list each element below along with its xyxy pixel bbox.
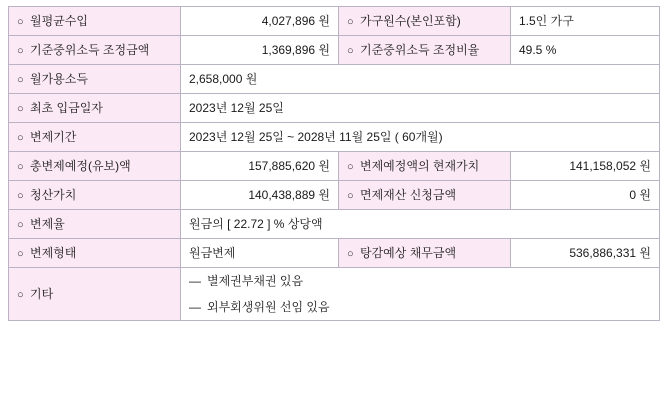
table-body	[9, 7, 660, 321]
circle-bullet-icon: ○	[347, 15, 354, 28]
label-text: 변제율	[30, 216, 65, 231]
circle-bullet-icon: ○	[17, 189, 24, 202]
row-label-median-income-adjusted-ratio	[339, 36, 511, 65]
label-text: 변제기간	[30, 129, 77, 144]
row-value-repayment-period: 2023년 12월 25일 ~ 2028년 11월 25일 ( 60개월)	[181, 123, 660, 152]
row-label-household-size	[339, 7, 511, 36]
row-label-liquidation-value	[9, 181, 181, 210]
circle-bullet-icon: ○	[17, 131, 24, 144]
row-value-first-payment-date: 2023년 12월 25일	[181, 94, 660, 123]
dash-icon: —	[189, 274, 201, 288]
circle-bullet-icon: ○	[17, 247, 24, 260]
circle-bullet-icon: ○	[17, 102, 24, 115]
row-label-monthly-disposable-income	[9, 65, 181, 94]
circle-bullet-icon: ○	[347, 189, 354, 202]
row-label-misc	[9, 268, 181, 321]
circle-bullet-icon: ○	[17, 15, 24, 28]
label-text: 탕감예상 채무금액	[360, 245, 457, 260]
table-row	[9, 94, 660, 123]
row-value-present-value-of-repayment: 141,158,052 원	[511, 152, 660, 181]
circle-bullet-icon: ○	[17, 44, 24, 57]
row-value-household-size: 1.5인 가구	[511, 7, 660, 36]
table-row	[9, 152, 660, 181]
row-value-total-planned-repayment: 157,885,620 원	[181, 152, 339, 181]
misc-list-item	[189, 268, 651, 294]
label-text: 최초 입금일자	[30, 100, 103, 115]
table-row	[9, 181, 660, 210]
misc-list-item	[189, 294, 651, 320]
row-value-repayment-rate: 원금의 [ 22.72 ] % 상당액	[181, 210, 660, 239]
row-label-present-value-of-repayment	[339, 152, 511, 181]
table-row	[9, 36, 660, 65]
row-value-median-income-adjusted-ratio: 49.5 %	[511, 36, 660, 65]
table-row	[9, 123, 660, 152]
row-label-median-income-adjusted-amount	[9, 36, 181, 65]
circle-bullet-icon: ○	[347, 44, 354, 57]
circle-bullet-icon: ○	[347, 247, 354, 260]
label-text: 변제예정액의 현재가치	[360, 158, 480, 173]
row-value-repayment-type: 원금변제	[181, 239, 339, 268]
dash-icon: —	[189, 300, 201, 315]
row-value-exempt-property-claim: 0 원	[511, 181, 660, 210]
circle-bullet-icon: ○	[17, 160, 24, 173]
label-text: 월가용소득	[30, 71, 88, 86]
table-row	[9, 210, 660, 239]
row-value-monthly-disposable-income: 2,658,000 원	[181, 65, 660, 94]
row-label-monthly-income	[9, 7, 181, 36]
row-label-repayment-period	[9, 123, 181, 152]
row-value-expected-debt-forgiveness: 536,886,331 원	[511, 239, 660, 268]
row-value-median-income-adjusted-amount: 1,369,896 원	[181, 36, 339, 65]
row-value-monthly-income: 4,027,896 원	[181, 7, 339, 36]
label-text: 총변제예정(유보)액	[30, 158, 131, 173]
label-text: 월평균수입	[30, 13, 88, 28]
row-label-first-payment-date	[9, 94, 181, 123]
label-text: 면제재산 신청금액	[360, 187, 457, 202]
table-row	[9, 239, 660, 268]
misc-item-text: 별제권부채권 있음	[207, 274, 304, 288]
table-row	[9, 65, 660, 94]
row-label-repayment-rate	[9, 210, 181, 239]
circle-bullet-icon: ○	[17, 218, 24, 231]
table-row	[9, 7, 660, 36]
label-text: 변제형태	[30, 245, 77, 260]
repayment-summary-table	[8, 6, 660, 321]
row-label-repayment-type	[9, 239, 181, 268]
row-value-liquidation-value: 140,438,889 원	[181, 181, 339, 210]
label-text: 기타	[30, 286, 54, 301]
label-text: 기준중위소득 조정비율	[360, 42, 480, 57]
label-text: 가구원수(본인포함)	[360, 13, 461, 28]
row-label-exempt-property-claim	[339, 181, 511, 210]
misc-item-text: 외부회생위원 선임 있음	[207, 300, 330, 315]
row-label-expected-debt-forgiveness	[339, 239, 511, 268]
circle-bullet-icon: ○	[347, 160, 354, 173]
circle-bullet-icon: ○	[17, 288, 24, 301]
label-text: 청산가치	[30, 187, 77, 202]
row-label-total-planned-repayment	[9, 152, 181, 181]
row-value-misc	[181, 268, 660, 321]
label-text: 기준중위소득 조정금액	[30, 42, 150, 57]
table-row-misc	[9, 268, 660, 321]
circle-bullet-icon: ○	[17, 73, 24, 86]
